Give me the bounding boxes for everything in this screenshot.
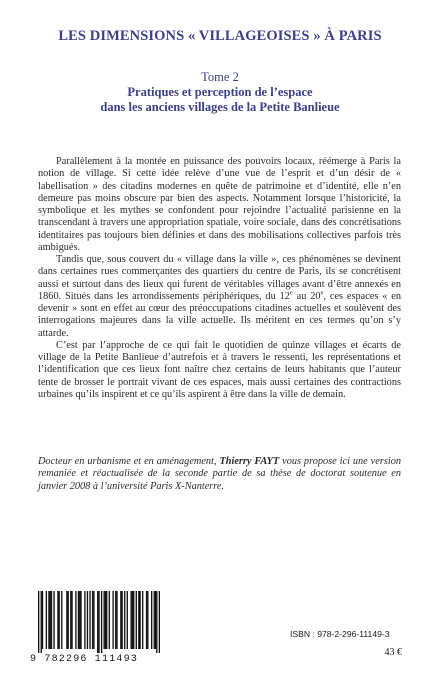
ordinal-superscript-2: e <box>320 289 324 297</box>
blurb-paragraph-2-part-c: , ces espaces « en devenir » sont en effet au cœur des préoccupations citadines actuelles et soulèvent des interrogations majeures dans la ville actuelle. Ils méritent en ces termes qu’on s’y attarde. <box>38 290 401 339</box>
barcode-bar <box>106 591 107 649</box>
barcode-bar <box>138 591 139 649</box>
price-label: 43 € <box>384 647 402 658</box>
blurb-text <box>38 156 401 401</box>
barcode-bar <box>142 591 143 649</box>
barcode-bar <box>38 591 39 653</box>
author-note <box>38 456 401 493</box>
book-subtitle <box>50 85 390 115</box>
author-name: Thierry FAYT <box>219 456 280 467</box>
barcode-bar <box>53 591 54 649</box>
barcode-bar <box>78 591 79 649</box>
barcode-icon <box>38 591 160 653</box>
barcode-bar <box>156 591 157 653</box>
barcode-bar <box>146 591 147 649</box>
author-note-after: vous propose ici une version remaniée et réactualisée de la seconde partie de sa thèse de doctorat soutenue en janvier 2008 à l’université Paris X-Nanterre. <box>38 456 401 492</box>
barcode-bar <box>115 591 116 649</box>
barcode-graphic <box>38 591 160 653</box>
barcode-bar <box>66 591 67 649</box>
barcode-bar <box>71 591 72 649</box>
barcode-bar <box>159 591 160 653</box>
blurb-paragraph-3: C’est par l’approche de ce qui fait le quotidien de quinze villages et écarts de village de la Petite Banlieue d’autrefois et à travers le ressenti, les représentations et l’identification que ces lieux font naître chez certains de leurs habitants que l’auteur tente de brosser le portrait vivant de ces espaces, mais aussi certaines des contractions urbaines qu’ils inspirent et ce qu’ils aspirent à être dans la ville de demain. <box>38 339 401 400</box>
barcode-bar <box>124 591 125 649</box>
blurb-paragraph-2-part-a: Tandis que, sous couvert du « village dans la ville », ces phénomènes se devinent dans certaines rues commerçantes des quartiers du centre de Paris, ils se concrétisent aussi et surtout dans des lieux qui furent de véritables villages avant d’être annexés en 1860. Situés dans les arrondissements périphériques, du 12 <box>38 254 401 302</box>
barcode-bar <box>112 591 113 649</box>
barcode-bar <box>97 591 98 653</box>
barcode-bar <box>121 591 122 649</box>
barcode-bar <box>103 591 104 649</box>
barcode-bar <box>127 591 128 649</box>
author-note-before: Docteur en urbanisme et en aménagement, <box>38 456 220 467</box>
barcode-bar <box>120 591 121 649</box>
barcode-bar <box>84 591 85 649</box>
barcode-bar <box>68 591 69 649</box>
barcode-bar <box>154 591 155 649</box>
barcode-bar <box>89 591 90 649</box>
barcode-bar <box>79 591 80 649</box>
barcode-bar <box>101 591 102 653</box>
subtitle-line-1: Pratiques et perception de l’espace <box>127 85 313 99</box>
barcode-bar <box>50 591 51 649</box>
barcode-bar <box>155 591 156 649</box>
barcode-digits: 9 782296 111493 <box>30 654 139 665</box>
tome-label: Tome 2 <box>201 70 239 84</box>
barcode-bar <box>75 591 76 649</box>
book-title: LES DIMENSIONS « VILLAGEOISES » À PARIS <box>58 28 382 44</box>
barcode-bar <box>147 591 148 649</box>
barcode-bar <box>61 591 62 649</box>
blurb-paragraph-2 <box>38 254 401 340</box>
barcode-bar <box>132 591 133 649</box>
barcode-bar <box>57 591 58 649</box>
barcode-bar <box>116 591 117 649</box>
isbn-label: ISBN : 978-2-296-11149-3 <box>290 629 390 639</box>
blurb-paragraph-2-part-b: au 20 <box>292 290 321 302</box>
subtitle-line-2: dans les anciens villages de la Petite Banlieue <box>100 100 340 114</box>
barcode-bar <box>109 591 110 649</box>
barcode-bar <box>80 591 81 649</box>
barcode-bar <box>93 591 94 649</box>
blurb-paragraph-1: Parallèlement à la montée en puissance des pouvoirs locaux, réémerge à Paris la notion de village. Si cette idée relève d’une vue de l’esprit et d’un désir de « labellisation » des citadins modernes en quête de patrimoine et d’identité, elle n’en demeure pas moins obscure par bien des aspects. Notamment lorsque l’historicité, la symbolique et les mythes se confondent pour rejoindre l’actualité parisienne en la transcendant à travers une appropriation spatiale, voire sociale, dans des concrétisations identitaires pas toujours bien définies et dans des mobilisations collectives parfois très ambigués. <box>38 156 401 253</box>
barcode-bar <box>105 591 106 649</box>
barcode-bar <box>46 591 47 649</box>
barcode-bar <box>98 591 99 653</box>
barcode-bar <box>42 591 43 649</box>
barcode-bar <box>41 591 42 653</box>
barcode-bar <box>130 591 131 649</box>
barcode-bar <box>136 591 137 649</box>
ordinal-superscript-1: e <box>289 289 293 297</box>
barcode-bar <box>51 591 52 649</box>
barcode-bar <box>48 591 49 649</box>
barcode-bar <box>133 591 134 649</box>
barcode-bar <box>92 591 93 649</box>
barcode-bar <box>70 591 71 649</box>
barcode-bar <box>59 591 60 649</box>
barcode-bar <box>151 591 152 649</box>
barcode-bar <box>139 591 140 649</box>
barcode-bar <box>87 591 88 649</box>
